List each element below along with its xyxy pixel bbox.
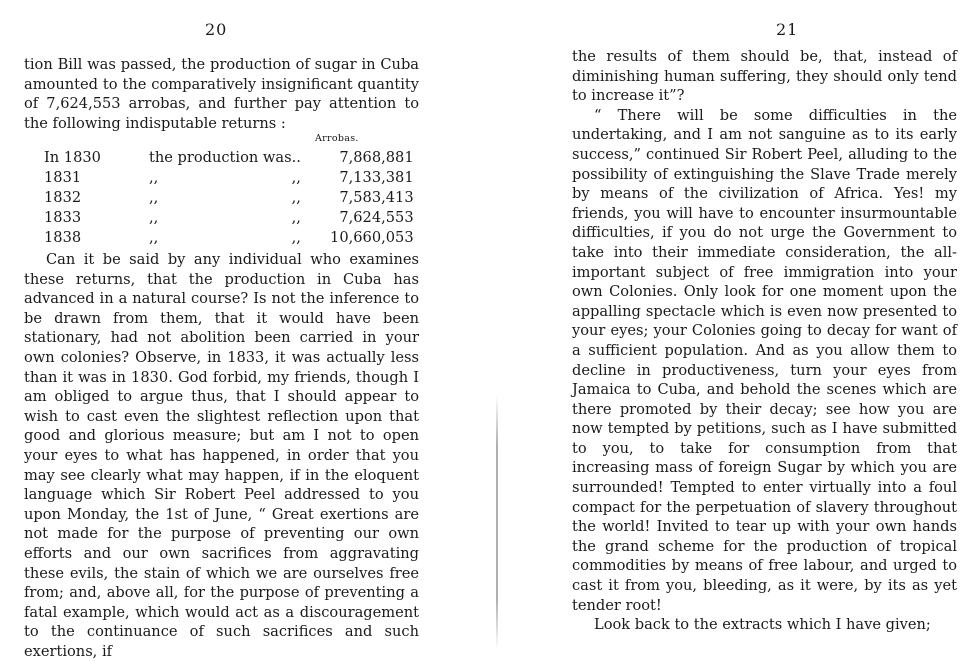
table-value: 7,583,413 bbox=[339, 189, 414, 206]
right-text-block bbox=[572, 47, 957, 635]
table-value: 7,624,553 bbox=[339, 209, 414, 226]
table-mid: ,, bbox=[149, 229, 159, 246]
table-year: 1832 bbox=[44, 189, 82, 206]
right-paragraph-3: Look back to the extracts which I have given; bbox=[594, 616, 931, 634]
table-mid: the production was bbox=[149, 149, 292, 166]
page-number-left: 20 bbox=[205, 20, 228, 39]
left-paragraph-2 bbox=[24, 250, 419, 661]
right-page bbox=[490, 0, 980, 661]
sugar-production-table bbox=[44, 148, 414, 248]
page-number-right: 21 bbox=[776, 20, 799, 39]
right-paragraph-2: “ There will be some difficulties in the undertaking, and I am not sanguine as to its early success,” continued Sir Robert Peel, alluding to the possibility of extinguishing the Slave Trade merely by means of the civilization of Africa. Yes! my friends, you will have to encounter insurmountable difficulties, if you do not urge the Government to take into their immediate consideration, the all-important subject of free immigration into your own Colonies. Only look for one moment upon the appalling spectacle which is even now presented to your eyes; your Colonies going to decay for want of a sufficient population. And as you allow them to decline in productiveness, turn your eyes from Jamaica to Cuba, and behold the scenes which are there promoted by their decay; see how you are now tempted by petitions, such as I have submitted to you, to take for consumption from that increasing mass of foreign Sugar by which you are surrounded! Tempted to enter virtually into a foul compact for the perpetuation of slavery throughout the world! Invited to tear up with your own hands the grand scheme for the production of tropical commodities by means of free labour, and urged to cast it from you, bleeding, as it were, by its as yet tender root! bbox=[572, 106, 957, 614]
table-year: In 1830 bbox=[44, 149, 101, 166]
table-year: 1838 bbox=[44, 229, 82, 246]
table-value: 10,660,053 bbox=[330, 229, 414, 246]
table-mark: .. bbox=[291, 149, 301, 166]
right-paragraph-1: the results of them should be, that, instead of diminishing human suffering, they should only tend to increase it”? bbox=[572, 48, 957, 105]
table-unit-header: Arrobas. bbox=[315, 133, 359, 144]
table-mark: ,, bbox=[291, 209, 301, 226]
table-year: 1833 bbox=[44, 209, 82, 226]
table-row bbox=[44, 188, 414, 208]
table-value: 7,868,881 bbox=[339, 149, 414, 166]
table-row bbox=[44, 208, 414, 228]
table-mark: ,, bbox=[291, 169, 301, 186]
table-mid: ,, bbox=[149, 169, 159, 186]
left-paragraph-2-text: Can it be said by any individual who examines these returns, that the production in Cuba has advanced in a natural course? Is not the inference to be drawn from them, that it would have been stationary, had not abolition been carried in your own colonies? Observe, in 1833, it was actually less than it was in 1830. God forbid, my friends, though I am obliged to argue thus, that I should appear to wish to cast even the slightest reflection upon that good and glorious measure; but am I not to open your eyes to what has happened, in order that you may see clearly what may happen, if in the eloquent language which Sir Robert Peel addressed to you upon Monday, the 1st of June, “ Great exertions are not made for the purpose of preventing our own efforts and our own sacrifices from aggravating these evils, the stain of which we are ourselves free from; and, above all, for the purpose of preventing a fatal example, which would act as a discouragement to the continuance of such sacrifices and such exertions, if bbox=[24, 251, 419, 660]
table-mark: ,, bbox=[291, 229, 301, 246]
left-paragraph-1-text: tion Bill was passed, the production of sugar in Cuba amounted to the comparatively insignificant quantity of 7,624,553 arrobas, and further pay attention to the following indisputable returns : bbox=[24, 56, 419, 132]
table-mid: ,, bbox=[149, 209, 159, 226]
left-paragraph-1 bbox=[24, 55, 419, 133]
table-value: 7,133,381 bbox=[339, 169, 414, 186]
table-row bbox=[44, 168, 414, 188]
table-year: 1831 bbox=[44, 169, 82, 186]
table-row bbox=[44, 148, 414, 168]
table-mid: ,, bbox=[149, 189, 159, 206]
table-row bbox=[44, 228, 414, 248]
table-mark: ,, bbox=[291, 189, 301, 206]
